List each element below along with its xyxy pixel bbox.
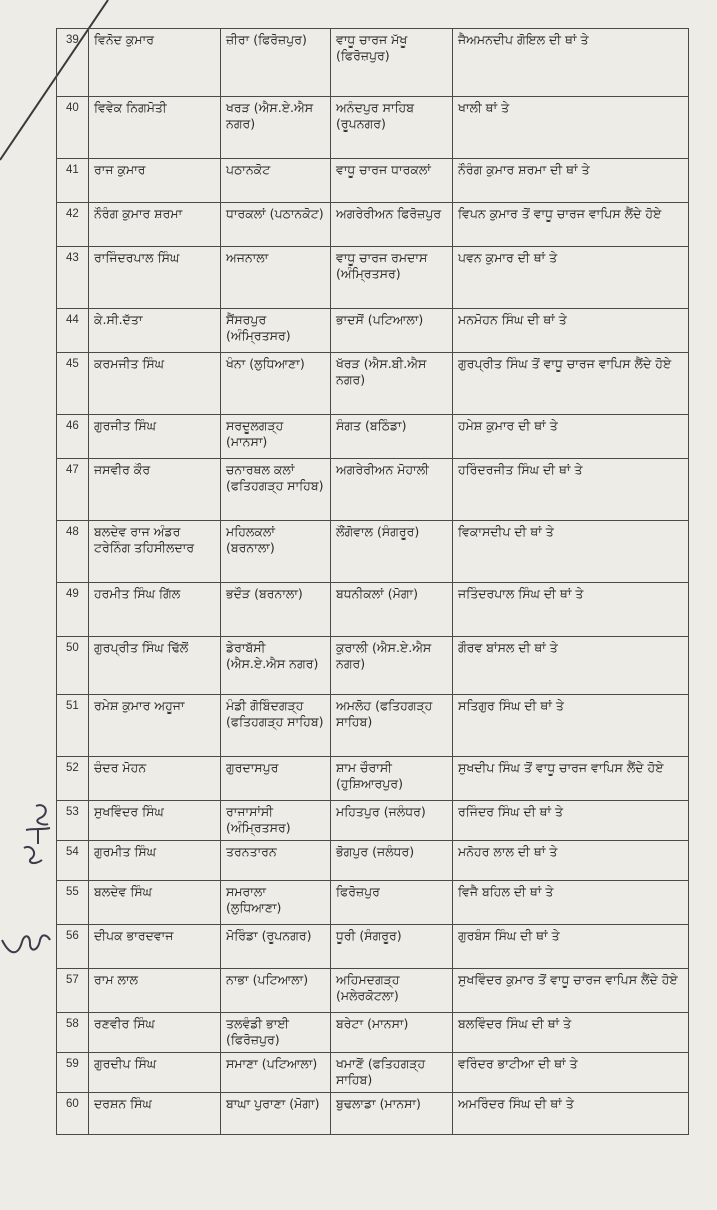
current-posting: ਭਦੌੜ (ਬਰਨਾਲਾ) <box>221 583 331 637</box>
table-row <box>57 757 689 801</box>
remark: ਮਨੋਹਰ ਲਾਲ ਦੀ ਥਾਂ ਤੇ <box>453 841 689 881</box>
serial-number: 51 <box>57 695 89 757</box>
serial-number: 56 <box>57 925 89 969</box>
new-posting: ਅਮਲੋਹ (ਫਤਿਹਗੜ੍ਹ ਸਾਹਿਬ) <box>331 695 453 757</box>
officer-name: ਬਲਦੇਵ ਸਿੰਘ <box>89 881 221 925</box>
serial-number: 55 <box>57 881 89 925</box>
new-posting: ਖੱਰੜ (ਐਸ.ਬੀ.ਐਸ ਨਗਰ) <box>331 353 453 415</box>
remark: ਰਜਿੰਦਰ ਸਿੰਘ ਦੀ ਥਾਂ ਤੇ <box>453 801 689 841</box>
officer-name: ਰਾਮ ਲਾਲ <box>89 969 221 1013</box>
officer-name: ਰਾਜਿੰਦਰਪਾਲ ਸਿੰਘ <box>89 247 221 309</box>
new-posting: ਲੌਂਗੋਵਾਲ (ਸੰਗਰੂਰ) <box>331 521 453 583</box>
officer-name: ਰਣਵੀਰ ਸਿੰਘ <box>89 1013 221 1053</box>
serial-number: 46 <box>57 415 89 459</box>
serial-number: 58 <box>57 1013 89 1053</box>
table-row <box>57 969 689 1013</box>
current-posting: ਖੰਨਾ (ਲੁਧਿਆਣਾ) <box>221 353 331 415</box>
new-posting: ਅਗਰੇਰੀਅਨ ਫਿਰੋਜ਼ਪੁਰ <box>331 203 453 247</box>
handwritten-signature-mark <box>0 926 52 962</box>
table-row <box>57 925 689 969</box>
remark: ਵਿਜੈ ਬਹਿਲ ਦੀ ਥਾਂ ਤੇ <box>453 881 689 925</box>
current-posting: ਚਨਾਰਥਲ ਕਲਾਂ (ਫਤਿਹਗੜ੍ਹ ਸਾਹਿਬ) <box>221 459 331 521</box>
officer-name: ਗੁਰਦੀਪ ਸਿੰਘ <box>89 1053 221 1093</box>
officer-name: ਰਮੇਸ਼ ਕੁਮਾਰ ਅਹੂਜਾ <box>89 695 221 757</box>
current-posting: ਗੁਰਦਾਸਪੁਰ <box>221 757 331 801</box>
officer-name: ਵਿਨੋਦ ਕੁਮਾਰ <box>89 29 221 97</box>
serial-number: 45 <box>57 353 89 415</box>
table-row <box>57 1093 689 1135</box>
remark: ਬਲਵਿੰਦਰ ਸਿੰਘ ਦੀ ਥਾਂ ਤੇ <box>453 1013 689 1053</box>
officer-name: ਗੁਰਜੀਤ ਸਿੰਘ <box>89 415 221 459</box>
new-posting: ਅਹਿਮਦਗੜ੍ਹ (ਮਲੇਰਕੋਟਲਾ) <box>331 969 453 1013</box>
serial-number: 43 <box>57 247 89 309</box>
serial-number: 53 <box>57 801 89 841</box>
current-posting: ਪਠਾਨਕੋਟ <box>221 159 331 203</box>
serial-number: 48 <box>57 521 89 583</box>
remark: ਮਨਮੋਹਨ ਸਿੰਘ ਦੀ ਥਾਂ ਤੇ <box>453 309 689 353</box>
remark: ਸਤਿਗੁਰ ਸਿੰਘ ਦੀ ਥਾਂ ਤੇ <box>453 695 689 757</box>
remark: ਵਰਿੰਦਰ ਭਾਟੀਆ ਦੀ ਥਾਂ ਤੇ <box>453 1053 689 1093</box>
officer-name: ਦਰਸ਼ਨ ਸਿੰਘ <box>89 1093 221 1135</box>
officer-name: ਦੀਪਕ ਭਾਰਦਵਾਜ <box>89 925 221 969</box>
table-row <box>57 97 689 159</box>
table-row <box>57 353 689 415</box>
officer-name: ਕੇ.ਸੀ.ਦੱਤਾ <box>89 309 221 353</box>
new-posting: ਅਗਰੇਰੀਅਨ ਮੋਹਾਲੀ <box>331 459 453 521</box>
serial-number: 54 <box>57 841 89 881</box>
table-row <box>57 841 689 881</box>
remark: ਸੁਖਦੀਪ ਸਿੰਘ ਤੋਂ ਵਾਧੂ ਚਾਰਜ ਵਾਪਿਸ ਲੈਂਦੇ ਹੋਏ <box>453 757 689 801</box>
current-posting: ਜ਼ੀਰਾ (ਫਿਰੋਜ਼ਪੁਰ) <box>221 29 331 97</box>
table-row <box>57 459 689 521</box>
serial-number: 49 <box>57 583 89 637</box>
new-posting: ਬਧਨੀਕਲਾਂ (ਮੋਗਾ) <box>331 583 453 637</box>
current-posting: ਖਰੜ (ਐਸ.ਏ.ਐਸ ਨਗਰ) <box>221 97 331 159</box>
officer-name: ਗੁਰਪ੍ਰੀਤ ਸਿੰਘ ਢਿੱਲੋਂ <box>89 637 221 695</box>
table-row <box>57 1013 689 1053</box>
table-row <box>57 29 689 97</box>
table-row <box>57 801 689 841</box>
officer-name: ਹਰਮੀਤ ਸਿੰਘ ਗਿੱਲ <box>89 583 221 637</box>
remark: ਸੁਖਵਿੰਦਰ ਕੁਮਾਰ ਤੋਂ ਵਾਧੂ ਚਾਰਜ ਵਾਪਿਸ ਲੈਂਦੇ ਹੋਏ <box>453 969 689 1013</box>
serial-number: 52 <box>57 757 89 801</box>
new-posting: ਮਹਿਤਪੁਰ (ਜਲੰਧਰ) <box>331 801 453 841</box>
new-posting: ਫਿਰੋਜ਼ਪੁਰ <box>331 881 453 925</box>
table-row <box>57 637 689 695</box>
officer-name: ਸੁਖਵਿੰਦਰ ਸਿੰਘ <box>89 801 221 841</box>
new-posting: ਵਾਧੂ ਚਾਰਜ ਮੱਖੂ (ਫਿਰੋਜ਼ਪੁਰ) <box>331 29 453 97</box>
officer-name: ਚੰਦਰ ਮੋਹਨ <box>89 757 221 801</box>
serial-number: 59 <box>57 1053 89 1093</box>
remark: ਪਵਨ ਕੁਮਾਰ ਦੀ ਥਾਂ ਤੇ <box>453 247 689 309</box>
remark: ਅਮਰਿੰਦਰ ਸਿੰਘ ਦੀ ਥਾਂ ਤੇ <box>453 1093 689 1135</box>
serial-number: 39 <box>57 29 89 97</box>
officer-name: ਜਸਵੀਰ ਕੌਰ <box>89 459 221 521</box>
new-posting: ਭਾਦਸੋਂ (ਪਟਿਆਲਾ) <box>331 309 453 353</box>
officer-name: ਰਾਜ ਕੁਮਾਰ <box>89 159 221 203</box>
serial-number: 44 <box>57 309 89 353</box>
table-row <box>57 695 689 757</box>
serial-number: 50 <box>57 637 89 695</box>
officer-name: ਬਲਦੇਵ ਰਾਜ ਅੰਡਰ ਟਰੇਨਿੰਗ ਤਹਿਸੀਲਦਾਰ <box>89 521 221 583</box>
serial-number: 40 <box>57 97 89 159</box>
remark: ਹਮੇਸ਼ ਕੁਮਾਰ ਦੀ ਥਾਂ ਤੇ <box>453 415 689 459</box>
new-posting: ਅਨੰਦਪੁਰ ਸਾਹਿਬ (ਰੂਪਨਗਰ) <box>331 97 453 159</box>
new-posting: ਧੂਰੀ (ਸੰਗਰੂਰ) <box>331 925 453 969</box>
table-row <box>57 309 689 353</box>
table-row <box>57 247 689 309</box>
current-posting: ਧਾਰਕਲਾਂ (ਪਠਾਨਕੋਟ) <box>221 203 331 247</box>
transfer-table-body <box>57 29 689 1135</box>
table-row <box>57 881 689 925</box>
table-row <box>57 203 689 247</box>
new-posting: ਵਾਧੂ ਚਾਰਜ ਧਾਰਕਲਾਂ <box>331 159 453 203</box>
table-row <box>57 521 689 583</box>
serial-number: 41 <box>57 159 89 203</box>
current-posting: ਰਾਜਾਸਾਂਸੀ (ਅੰਮ੍ਰਿਤਸਰ) <box>221 801 331 841</box>
current-posting: ਬਾਘਾ ਪੁਰਾਣਾ (ਮੋਗਾ) <box>221 1093 331 1135</box>
current-posting: ਮੋਰਿੰਡਾ (ਰੂਪਨਗਰ) <box>221 925 331 969</box>
serial-number: 47 <box>57 459 89 521</box>
remark: ਜਤਿੰਦਰਪਾਲ ਸਿੰਘ ਦੀ ਥਾਂ ਤੇ <box>453 583 689 637</box>
remark: ਗੌਰਵ ਬਾਂਸਲ ਦੀ ਥਾਂ ਤੇ <box>453 637 689 695</box>
remark: ਜੈਅਮਨਦੀਪ ਗੋਇਲ ਦੀ ਥਾਂ ਤੇ <box>453 29 689 97</box>
new-posting: ਸੰਗਤ (ਬਠਿੰਡਾ) <box>331 415 453 459</box>
serial-number: 57 <box>57 969 89 1013</box>
current-posting: ਮਹਿਲਕਲਾਂ (ਬਰਨਾਲਾ) <box>221 521 331 583</box>
current-posting: ਨਾਭਾ (ਪਟਿਆਲਾ) <box>221 969 331 1013</box>
table-row <box>57 415 689 459</box>
current-posting: ਸੈਂਸਰਪੁਰ (ਅੰਮ੍ਰਿਤਸਰ) <box>221 309 331 353</box>
serial-number: 60 <box>57 1093 89 1135</box>
table-row <box>57 583 689 637</box>
current-posting: ਡੇਰਾਬੱਸੀ (ਐਸ.ਏ.ਐਸ ਨਗਰ) <box>221 637 331 695</box>
officer-name: ਨੌਰੰਗ ਕੁਮਾਰ ਸ਼ਰਮਾ <box>89 203 221 247</box>
remark: ਨੌਰੰਗ ਕੁਮਾਰ ਸ਼ਰਮਾ ਦੀ ਥਾਂ ਤੇ <box>453 159 689 203</box>
remark: ਖਾਲੀ ਥਾਂ ਤੇ <box>453 97 689 159</box>
table-row <box>57 1053 689 1093</box>
new-posting: ਬੁਢਲਾਡਾ (ਮਾਨਸਾ) <box>331 1093 453 1135</box>
transfer-table <box>56 28 689 1135</box>
remark: ਹਰਿੰਦਰਜੀਤ ਸਿੰਘ ਦੀ ਥਾਂ ਤੇ <box>453 459 689 521</box>
table-row <box>57 159 689 203</box>
current-posting: ਤਰਨਤਾਰਨ <box>221 841 331 881</box>
current-posting: ਮੰਡੀ ਗੋਬਿੰਦਗੜ੍ਹ (ਫਤਿਹਗੜ੍ਹ ਸਾਹਿਬ) <box>221 695 331 757</box>
officer-name: ਕਰਮਜੀਤ ਸਿੰਘ <box>89 353 221 415</box>
current-posting: ਅਜਨਾਲਾ <box>221 247 331 309</box>
current-posting: ਸਮਰਾਲਾ (ਲੁਧਿਆਣਾ) <box>221 881 331 925</box>
current-posting: ਸਮਾਣਾ (ਪਟਿਆਲਾ) <box>221 1053 331 1093</box>
new-posting: ਖਮਾਣੋਂ (ਫਤਿਹਗੜ੍ਹ ਸਾਹਿਬ) <box>331 1053 453 1093</box>
new-posting: ਕੁਰਾਲੀ (ਐਸ.ਏ.ਐਸ ਨਗਰ) <box>331 637 453 695</box>
new-posting: ਬਰੇਟਾ (ਮਾਨਸਾ) <box>331 1013 453 1053</box>
officer-name: ਵਿਵੇਕ ਨਿਗਮੋਤੀ <box>89 97 221 159</box>
remark: ਗੁਰਬੰਸ ਸਿੰਘ ਦੀ ਥਾਂ ਤੇ <box>453 925 689 969</box>
current-posting: ਤਲਵੰਡੀ ਭਾਈ (ਫਿਰੋਜ਼ਪੁਰ) <box>221 1013 331 1053</box>
new-posting: ਭੋਗਪੁਰ (ਜਲੰਧਰ) <box>331 841 453 881</box>
new-posting: ਵਾਧੂ ਚਾਰਜ ਰਮਦਾਸ (ਅੰਮ੍ਰਿਤਸਰ) <box>331 247 453 309</box>
new-posting: ਸ਼ਾਮ ਚੌਰਾਸੀ (ਹੁਸ਼ਿਆਰਪੁਰ) <box>331 757 453 801</box>
current-posting: ਸਰਦੂਲਗੜ੍ਹ (ਮਾਨਸਾ) <box>221 415 331 459</box>
remark: ਵਿਕਾਸਦੀਪ ਦੀ ਥਾਂ ਤੇ <box>453 521 689 583</box>
officer-name: ਗੁਰਮੀਤ ਸਿੰਘ <box>89 841 221 881</box>
serial-number: 42 <box>57 203 89 247</box>
remark: ਗੁਰਪ੍ਰੀਤ ਸਿੰਘ ਤੋਂ ਵਾਧੂ ਚਾਰਜ ਵਾਪਿਸ ਲੈਂਦੇ ਹੋਏ <box>453 353 689 415</box>
remark: ਵਿਪਨ ਕੁਮਾਰ ਤੋਂ ਵਾਧੂ ਚਾਰਜ ਵਾਪਿਸ ਲੈਂਦੇ ਹੋਏ <box>453 203 689 247</box>
